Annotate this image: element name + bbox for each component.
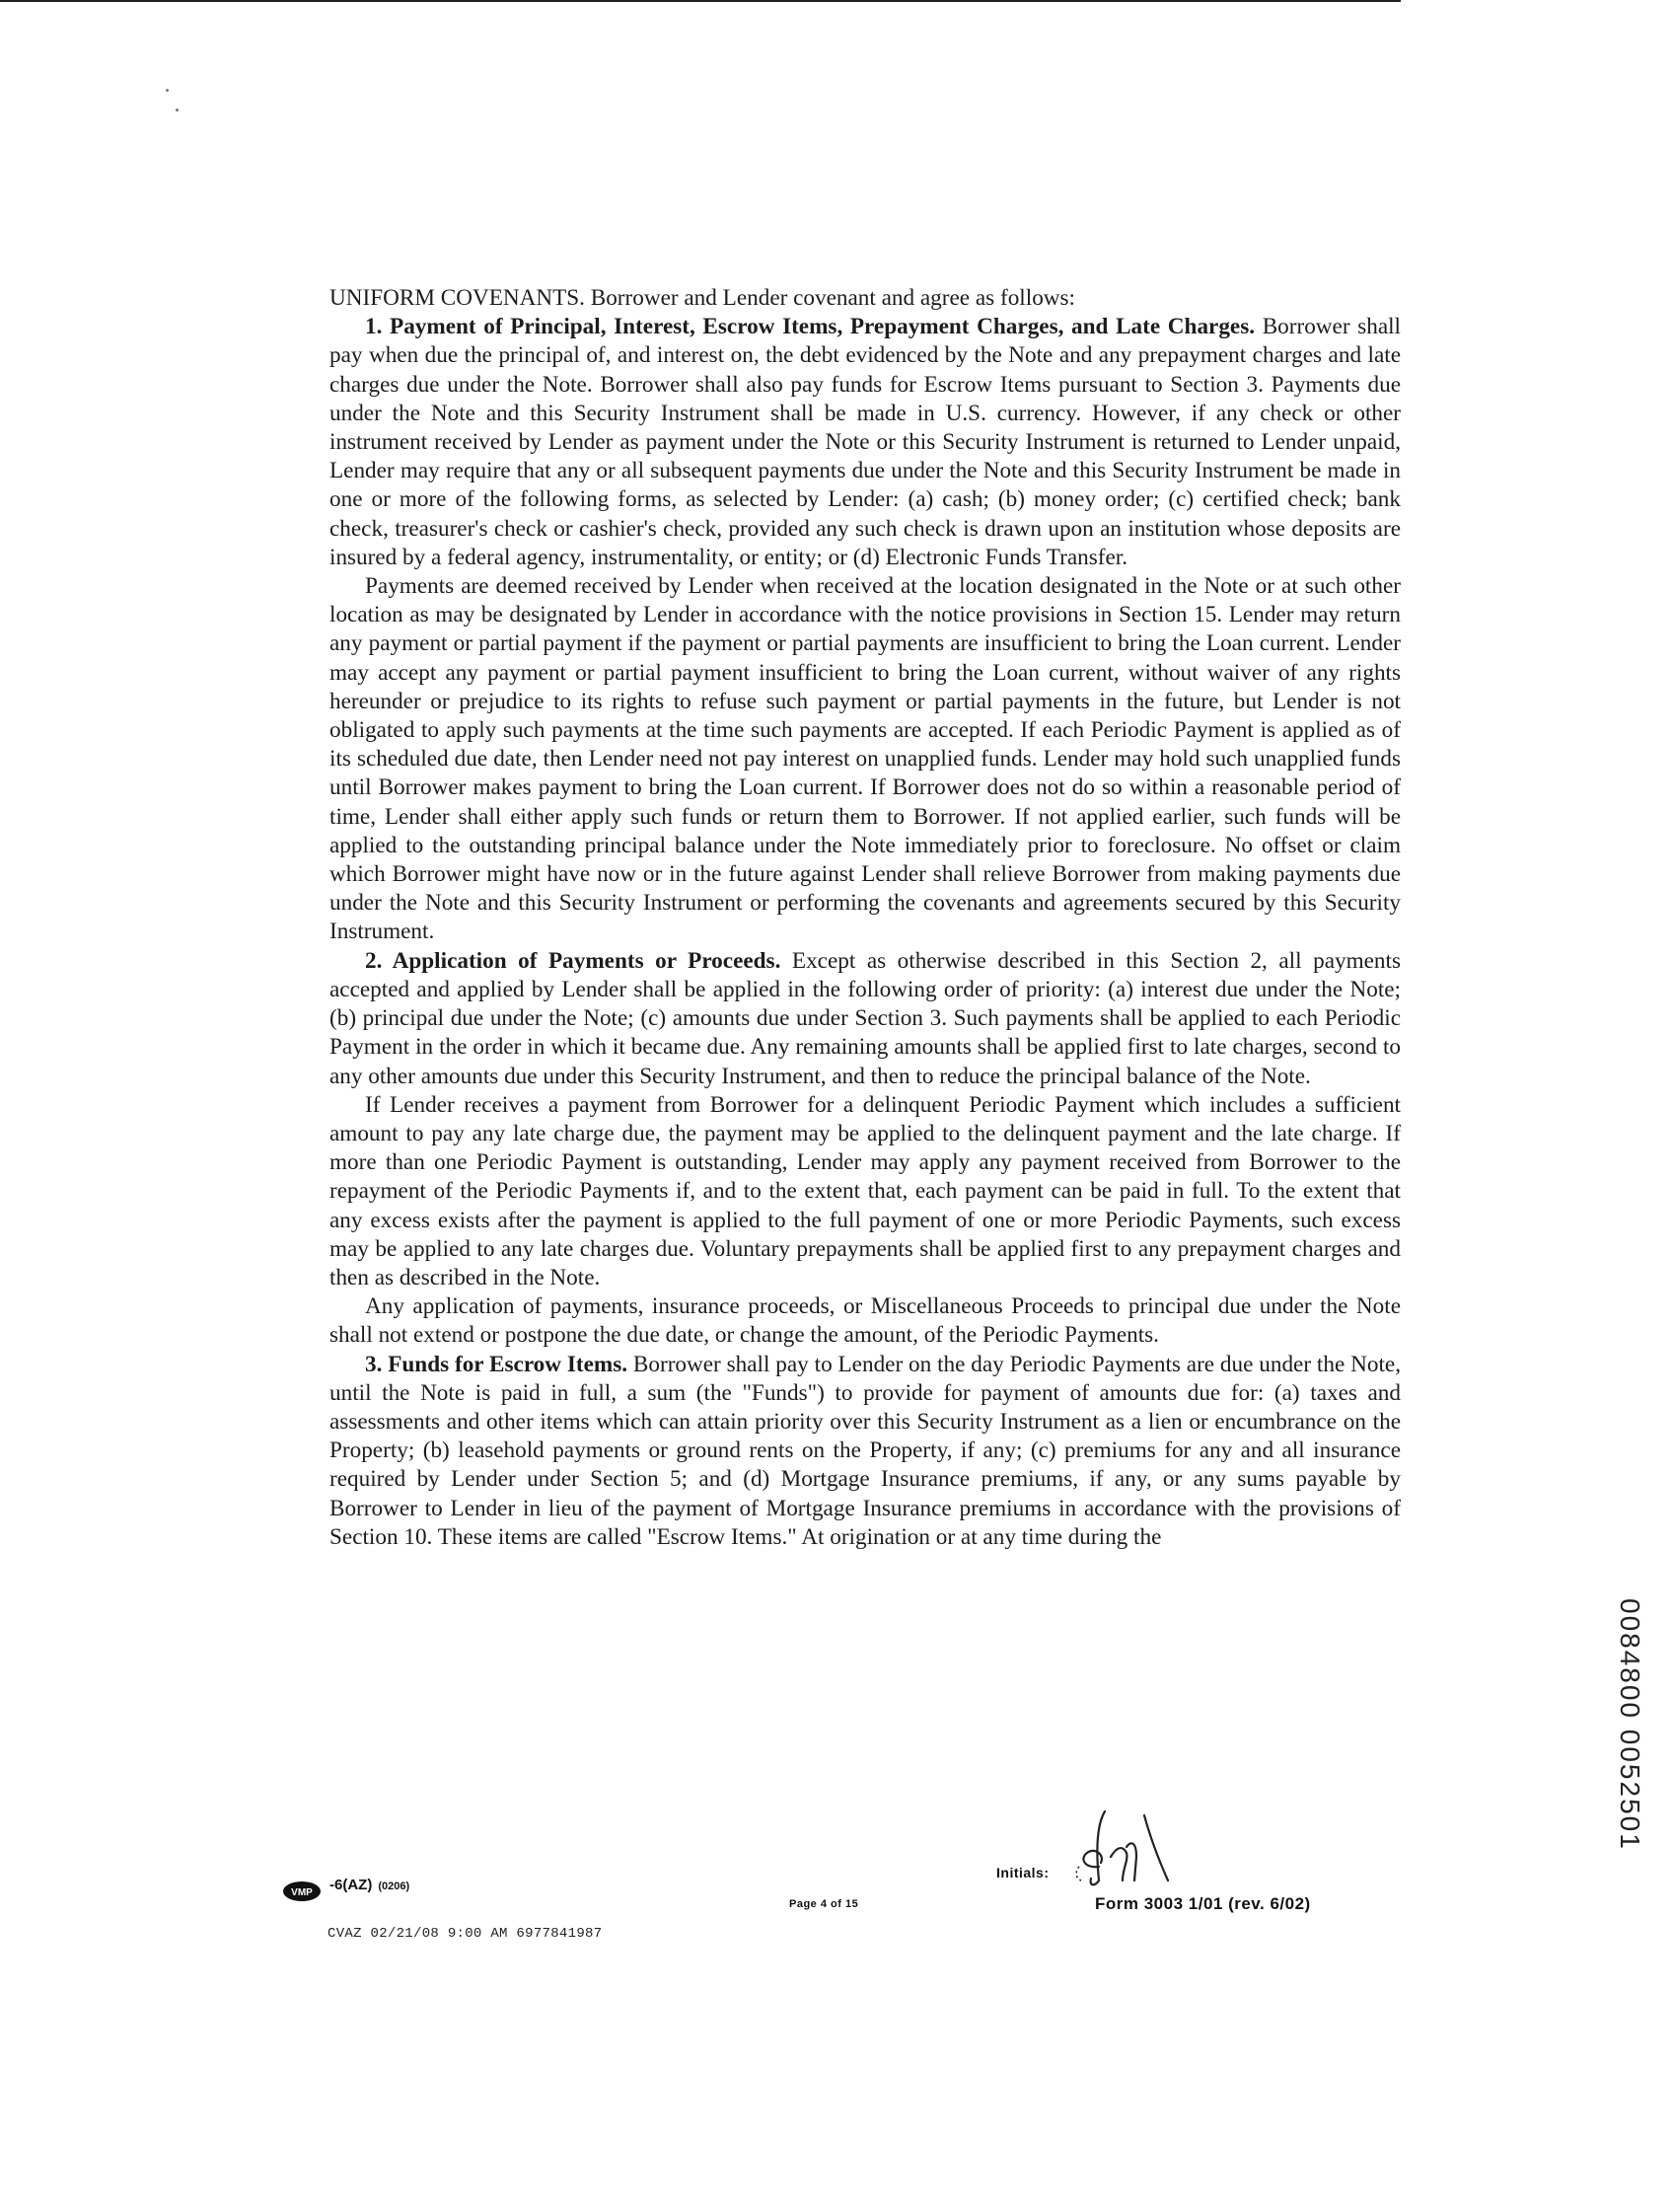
document-timestamp: CVAZ 02/21/08 9:00 AM 6977841987 (327, 1926, 603, 1942)
form-code-date: (0206) (378, 1880, 410, 1892)
form-identifier: Form 3003 1/01 (rev. 6/02) (1095, 1894, 1311, 1913)
form-code (329, 1877, 409, 1893)
initials-label: Initials: (996, 1865, 1050, 1880)
vmp-logo-icon (282, 1880, 322, 1902)
initials-signature-icon (1065, 1807, 1176, 1890)
form-code-label: -6(AZ) (329, 1877, 373, 1893)
top-border-line (0, 0, 1401, 2)
section-2-paragraph-3: Any application of payments, insurance proceeds, or Miscellaneous Proceeds to principal due under the Note shall not extend or postpone the due date, or change the amount, of the Periodic Payments. (329, 1293, 1401, 1349)
section-1-paragraph (329, 313, 1401, 572)
side-document-number: 0084800 0052501 (1615, 1598, 1645, 1851)
section-1-heading: 1. Payment of Principal, Interest, Escrow Items, Prepayment Charges, and Late Charges. (365, 314, 1256, 340)
section-3-heading: 3. Funds for Escrow Items. (365, 1351, 628, 1377)
section-3-text: Borrower shall pay to Lender on the day Periodic Payments are due under the Note, until the Note is paid in full, a sum (the "Funds") to provide for payment of amounts due for: (a) taxes and assessments and other items which can attain priority over this Security Instrument as a lien or encumbrance on the Property; (b) leasehold payments or ground rents on the Property, if any; (c) premiums for any and all insurance required by Lender under Section 5; and (d) Mortgage Insurance premiums, if any, or any sums payable by Borrower to Lender in lieu of the payment of Mortgage Insurance premiums in accordance with the provisions of Section 10. These items are called "Escrow Items." At origination or at any time during the (329, 1351, 1401, 1550)
section-2-text: Except as otherwise described in this Section 2, all payments accepted and applied by Lender shall be applied in the following order of priority: (a) interest due under the Note; (b) principal due under the Note; (c) amounts due under Section 3. Such payments shall be applied to each Periodic Payment in the order in which it became due. Any remaining amounts shall be applied first to late charges, second to any other amounts due under this Security Instrument, and then to reduce the principal balance of the Note. (329, 947, 1401, 1089)
section-3-paragraph (329, 1351, 1401, 1552)
document-body (329, 284, 1401, 1552)
section-2-paragraph (329, 947, 1401, 1091)
scan-speck (166, 89, 169, 92)
section-1-text: Borrower shall pay when due the principal of, and interest on, the debt evidenced by the Note and any prepayment charges and late charges due under the Note. Borrower shall also pay funds for Escrow Items pursuant to Section 3. Payments due under the Note and this Security Instrument shall be made in U.S. currency. However, if any check or other instrument received by Lender as payment under the Note or this Security Instrument is returned to Lender unpaid, Lender may require that any or all subsequent payments due under the Note and this Security Instrument be made in one or more of the following forms, as selected by Lender: (a) cash; (b) money order; (c) certified check; bank check, treasurer's check or cashier's check, provided any such check is drawn upon an institution whose deposits are insured by a federal agency, instrumentality, or entity; or (d) Electronic Funds Transfer. (329, 314, 1401, 570)
page-number: Page 4 of 15 (789, 1898, 859, 1910)
section-1-paragraph-2-body: Payments are deemed received by Lender when received at the location designated in the Note or at such other location as may be designated by Lender in accordance with the notice provisions in Section 15. Lender may return any payment or partial payment if the payment or partial payments are insufficient to bring the Loan current. Lender may accept any payment or partial payment insufficient to bring the Loan current, without waiver of any rights hereunder or prejudice to its rights to refuse such payment or partial payments in the future, but Lender is not obligated to apply such payments at the time such payments are accepted. If each Periodic Payment is applied as of its scheduled due date, then Lender need not pay interest on unapplied funds. Lender may hold such unapplied funds until Borrower makes payment to bring the Loan current. If Borrower does not do so within a reasonable period of time, Lender shall either apply such funds or return them to Borrower. If not applied earlier, such funds will be applied to the outstanding principal balance under the Note immediately prior to foreclosure. No offset or claim which Borrower might have now or in the future against Lender shall relieve Borrower from making payments due under the Note and this Security Instrument or performing the covenants and agreements secured by this Security Instrument. (329, 573, 1401, 945)
scan-speck (176, 109, 179, 111)
intro-line: UNIFORM COVENANTS. Borrower and Lender covenant and agree as follows: (329, 285, 1075, 311)
section-2-heading: 2. Application of Payments or Proceeds. (365, 947, 781, 974)
section-2-paragraph-2: If Lender receives a payment from Borrower for a delinquent Periodic Payment which includes a sufficient amount to pay any late charge due, the payment may be applied to the delinquent payment and the late charge. If more than one Periodic Payment is outstanding, Lender may apply any payment received from Borrower to the repayment of the Periodic Payments if, and to the extent that, each payment can be paid in full. To the extent that any excess exists after the payment is applied to the full payment of one or more Periodic Payments, such excess may be applied to any late charges due. Voluntary prepayments shall be applied first to any prepayment charges and then as described in the Note. (329, 1091, 1401, 1290)
vmp-logo-text: VMP (291, 1887, 313, 1898)
